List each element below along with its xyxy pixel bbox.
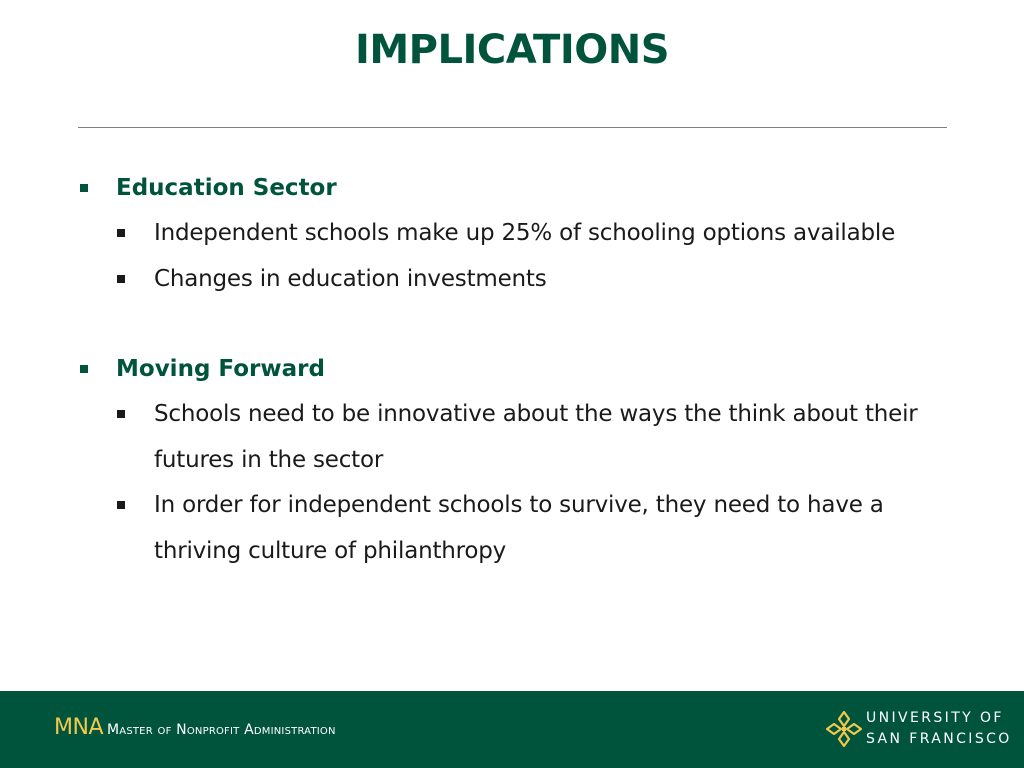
usf-cross-logo-icon xyxy=(824,709,864,749)
university-name xyxy=(866,708,1016,750)
section-heading-text: Moving Forward xyxy=(116,356,325,382)
square-bullet-icon xyxy=(117,229,125,237)
bullet-item xyxy=(0,483,934,574)
slide-content xyxy=(0,166,1024,574)
section-heading xyxy=(0,166,1024,211)
slide-title: IMPLICATIONS xyxy=(354,27,670,73)
bullet-item-text: In order for independent schools to survive, they need to have a thriving culture of philanthropy xyxy=(154,492,884,564)
bullet-item-text: Changes in education investments xyxy=(154,265,547,292)
square-bullet-icon xyxy=(117,501,125,509)
program-label xyxy=(54,713,336,743)
bullet-item xyxy=(0,211,934,257)
section-heading-text: Education Sector xyxy=(116,175,337,201)
square-bullet-icon xyxy=(80,184,88,192)
section-education-sector xyxy=(0,166,1024,302)
square-bullet-icon xyxy=(117,410,125,418)
footer-bar xyxy=(0,691,1024,768)
bullet-item-text: Independent schools make up 25% of schooling options available xyxy=(154,220,896,246)
program-abbreviation: MNA xyxy=(54,715,103,740)
university-name-line1: UNIVERSITY OF xyxy=(866,710,1004,726)
university-name-line2: SAN FRANCISCO xyxy=(866,731,1012,747)
section-moving-forward xyxy=(0,347,1024,574)
square-bullet-icon xyxy=(117,275,125,283)
section-heading xyxy=(0,347,1024,392)
program-name: Master of Nonprofit Administration xyxy=(107,722,336,738)
title-divider xyxy=(78,127,947,128)
bullet-item xyxy=(0,257,934,303)
bullet-item-text: Schools need to be innovative about the ways the think about their futures in the sector xyxy=(154,401,918,473)
square-bullet-icon xyxy=(80,365,88,373)
bullet-item xyxy=(0,392,934,483)
